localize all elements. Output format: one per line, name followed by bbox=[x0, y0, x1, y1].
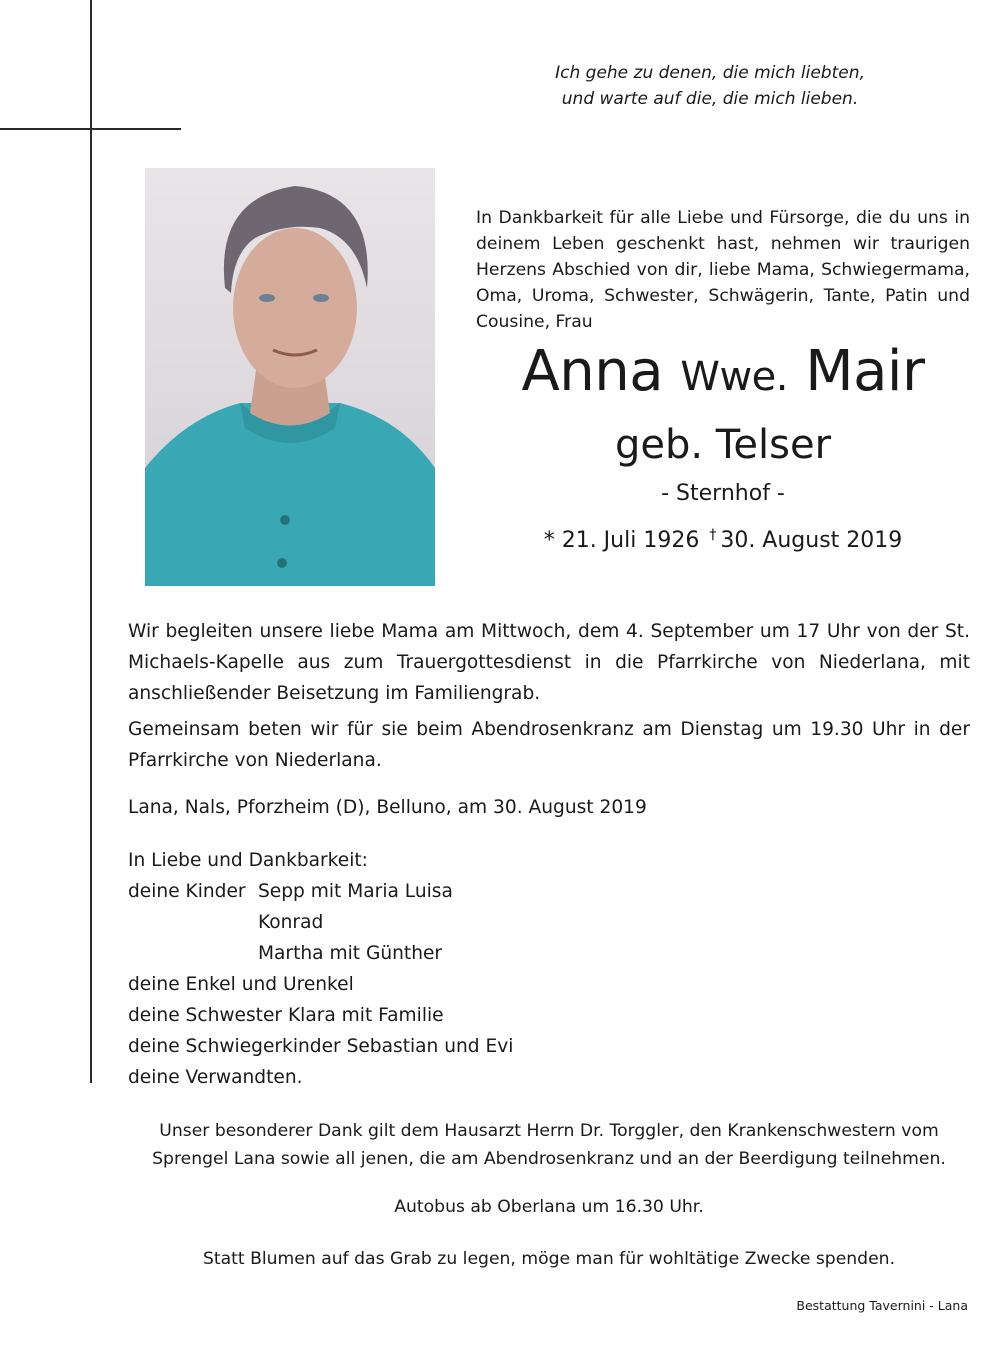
mourners-heading: In Liebe und Dankbarkeit: bbox=[128, 850, 368, 871]
farm-name: - Sternhof - bbox=[661, 481, 785, 506]
mourners-list bbox=[128, 845, 728, 1093]
first-name: Anna bbox=[521, 339, 664, 404]
motto-line-2: und warte auf die, die mich lieben. bbox=[561, 89, 859, 109]
rosary-paragraph: Gemeinsam beten wir für sie beim Abendrosenkranz am Dienstag um 19.30 Uhr in der Pfarrkirche von Niederlana. bbox=[128, 719, 970, 771]
cross-vertical-line bbox=[90, 0, 92, 1083]
list-item: deine Schwester Klara mit Familie bbox=[128, 1005, 444, 1026]
funeral-paragraph: Wir begleiten unsere liebe Mama am Mittwoch, dem 4. September um 17 Uhr von der St. Michaels-Kapelle aus zum Trauergottesdienst in die Pfarrkirche von Niederlana, mit anschließender Beisetzung im Familiengrab. bbox=[128, 621, 970, 704]
birth-date: * 21. Juli 1926 bbox=[543, 528, 700, 553]
portrait-photo bbox=[145, 168, 435, 586]
list-item: deine Schwiegerkinder Sebastian und Evi bbox=[128, 1036, 514, 1057]
dagger-icon: † bbox=[709, 527, 717, 543]
child-name: Martha mit Günther bbox=[258, 943, 443, 964]
thanks-line-2: Sprengel Lana sowie all jenen, die am Abendrosenkranz und an der Beerdigung teilnehmen. bbox=[152, 1149, 946, 1169]
death-date: 30. August 2019 bbox=[720, 528, 903, 553]
list-item bbox=[128, 876, 728, 907]
place-date: Lana, Nals, Pforzheim (D), Belluno, am 30. August 2019 bbox=[128, 797, 647, 818]
child-name: Konrad bbox=[258, 912, 324, 933]
intro-paragraph: In Dankbarkeit für alle Liebe und Fürsorge, die du uns in deinem Leben geschenkt hast, nehmen wir traurigen Herzens Abschied von dir, liebe Mama, Schwiegermama, Oma, Uroma, Schwester, Schwägerin, Tante, Patin und Cousine, Frau bbox=[476, 208, 970, 332]
undertaker-credit: Bestattung Tavernini - Lana bbox=[796, 1298, 968, 1313]
widow-title: Wwe. bbox=[680, 354, 788, 400]
cross-horizontal-line bbox=[0, 128, 181, 130]
motto bbox=[470, 60, 950, 112]
life-dates bbox=[476, 519, 970, 557]
thanks-line-1: Unser besonderer Dank gilt dem Hausarzt Herrn Dr. Torggler, den Krankenschwestern vom bbox=[159, 1121, 939, 1141]
bus-notice: Autobus ab Oberlana um 16.30 Uhr. bbox=[394, 1197, 704, 1217]
thanks-paragraph bbox=[128, 1117, 970, 1173]
list-item bbox=[128, 907, 728, 938]
child-name: Sepp mit Maria Luisa bbox=[258, 881, 453, 902]
portrait-illustration bbox=[145, 168, 435, 586]
motto-line-1: Ich gehe zu denen, die mich liebten, bbox=[555, 63, 865, 83]
list-item: deine Enkel und Urenkel bbox=[128, 974, 354, 995]
maiden-name: geb. Telser bbox=[614, 422, 832, 468]
flowers-notice: Statt Blumen auf das Grab zu legen, möge man für wohltätige Zwecke spenden. bbox=[202, 1249, 896, 1269]
list-item: deine Verwandten. bbox=[128, 1067, 303, 1088]
list-item bbox=[128, 938, 728, 969]
last-name: Mair bbox=[805, 339, 925, 404]
children-label: deine Kinder bbox=[128, 881, 246, 902]
deceased-name bbox=[476, 336, 970, 413]
